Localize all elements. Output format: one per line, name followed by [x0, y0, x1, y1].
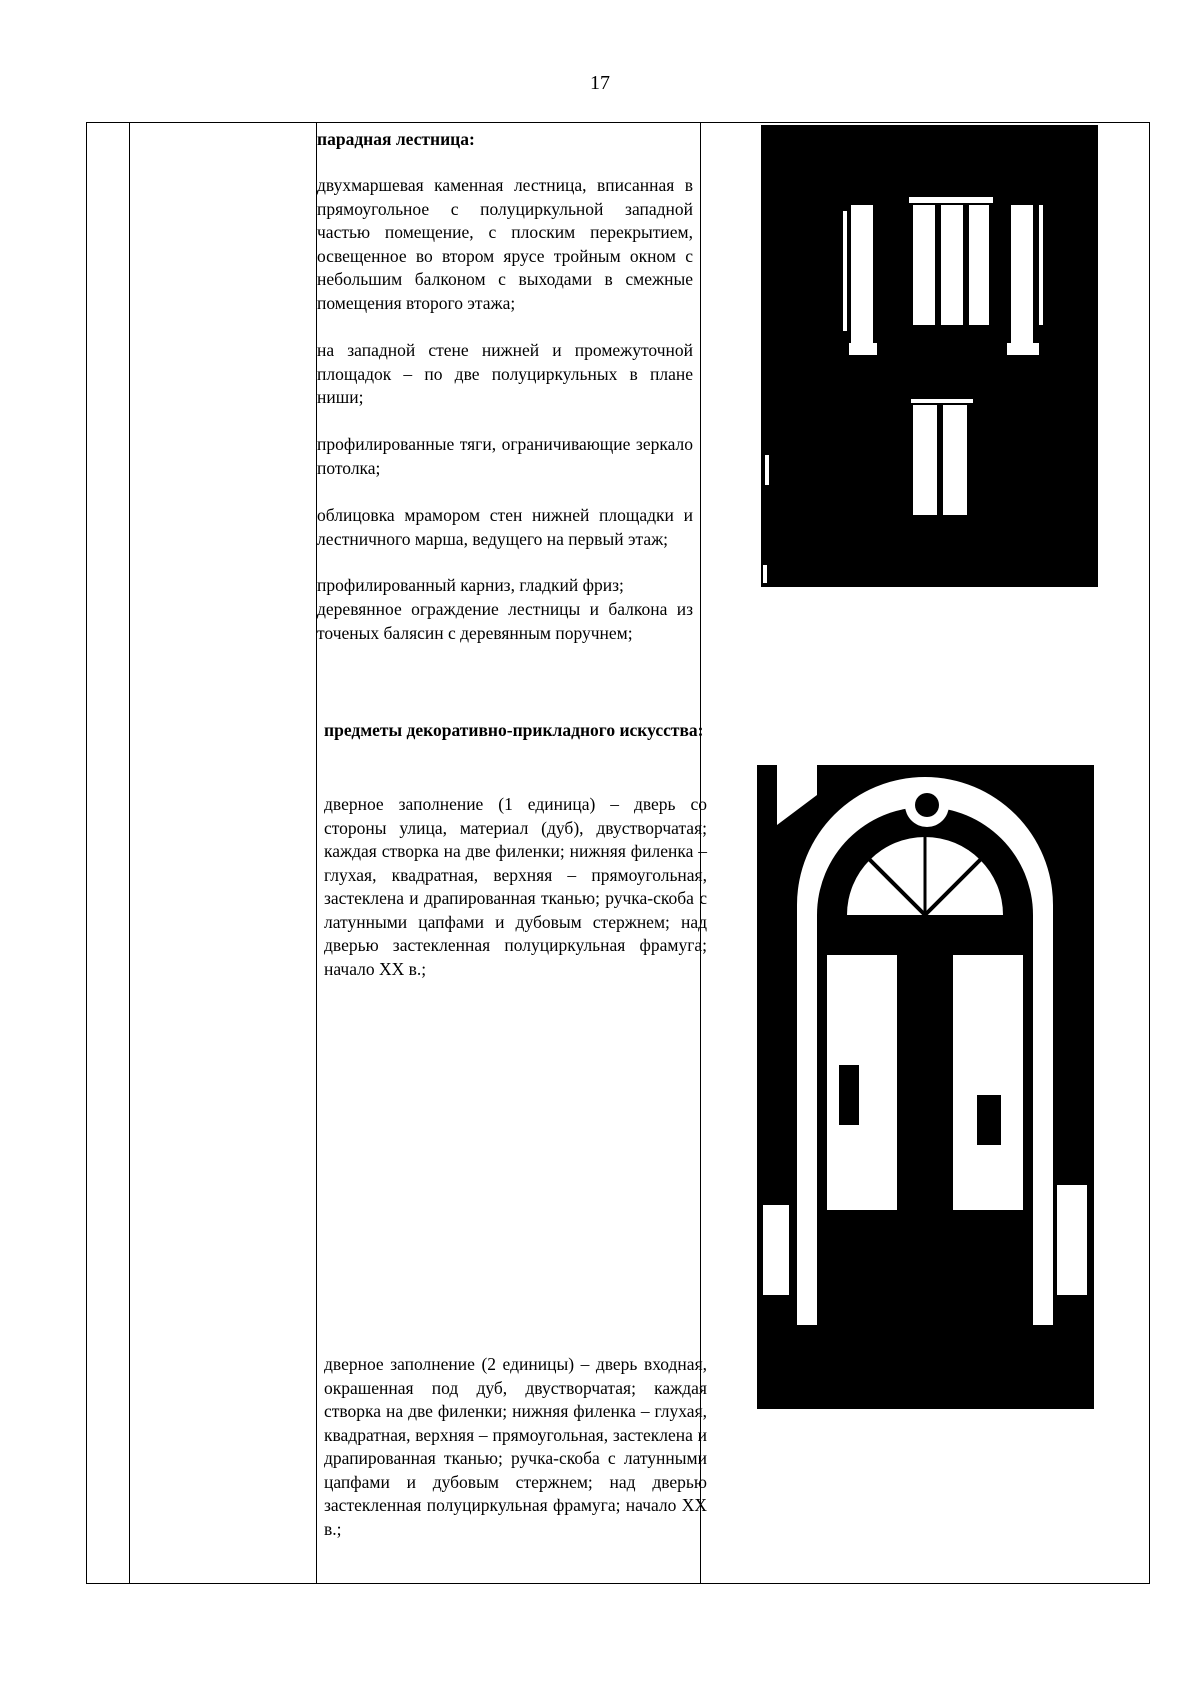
decorative-arts-heading: предметы декоративно-прикладного искусства:	[324, 720, 704, 740]
staircase-description: двухмаршевая каменная лестница, вписанная в прямоугольное с полуциркульной западной частью помещение, с плоским перекрытием, освещенное во втором ярусе тройным окном с небольшим балконом с выходами в смежные помещения второго этажа;	[317, 175, 693, 313]
door-image	[757, 765, 1094, 1409]
door-1-description: дверное заполнение (1 единица) – дверь со стороны улица, материал (дуб), двустворчатая; каждая створка на две филенки; нижняя филенка – глухая, квадратная, верхняя – прямоугольная, застеклена и драпированная тканью; ручка-скоба с латунными цапфами и дубовым стержнем; над дверью застекленная полуциркульная фрамуга; начало XX в.;	[324, 794, 707, 979]
document-table	[86, 122, 1150, 1584]
staircase-ceiling-rods: профилированные тяги, ограничивающие зеркало потолка;	[317, 434, 693, 478]
door-2-description: дверное заполнение (2 единицы) – дверь входная, окрашенная под дуб, двустворчатая; каждая створка на две филенки; нижняя филенка – глухая, квадратная, верхняя – прямоугольная, застеклена и драпированная тканью; ручка-скоба с латунными цапфами и дубовым стержнем; над дверью застекленная полуциркульная фрамуга; начало XX в.;	[324, 1354, 707, 1539]
column-divider	[129, 123, 130, 1583]
page-number: 17	[590, 72, 610, 94]
staircase-marble: облицовка мрамором стен нижней площадки и лестничного марша, ведущего на первый этаж;	[317, 505, 693, 549]
staircase-niches: на западной стене нижней и промежуточной площадок – по две полуциркульных в плане ниши;	[317, 340, 693, 407]
description-column	[317, 123, 707, 1583]
staircase-cornice: профилированный карниз, гладкий фриз;	[317, 575, 624, 595]
staircase-heading: парадная лестница:	[317, 129, 475, 149]
staircase-railing: деревянное ограждение лестницы и балкона из точеных балясин с деревянным поручнем;	[317, 599, 693, 643]
staircase-image	[761, 125, 1098, 587]
door-photo	[757, 765, 1094, 1409]
staircase-photo	[761, 125, 1098, 587]
